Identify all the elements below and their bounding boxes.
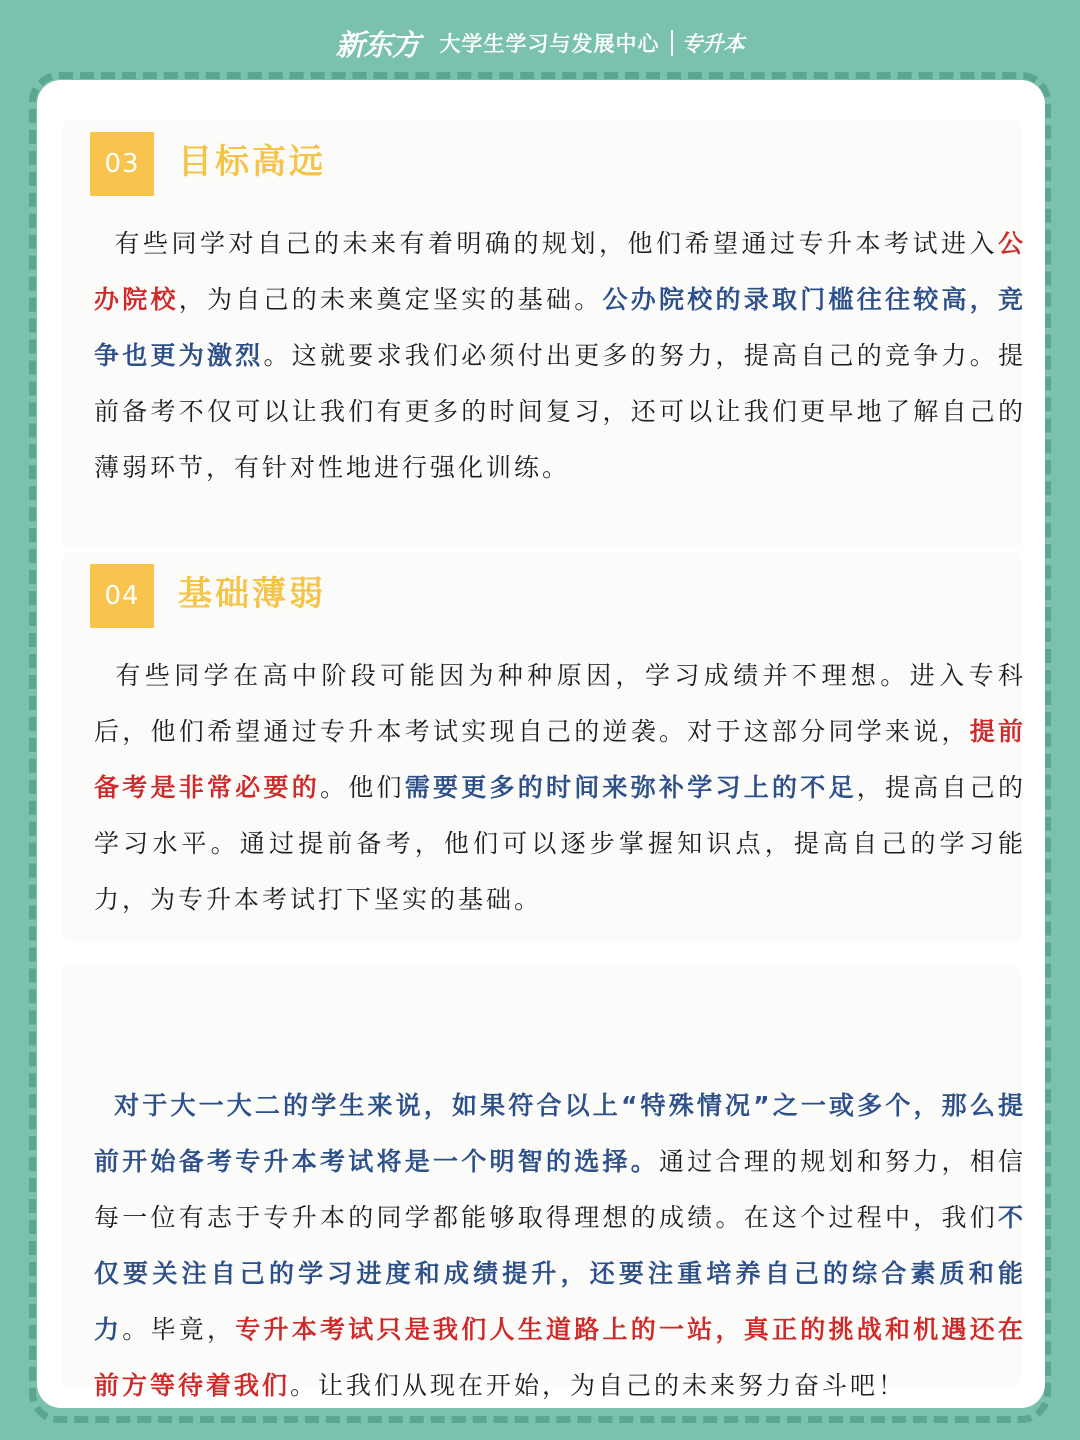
body-text: 。毕竟， xyxy=(122,1315,236,1344)
body-text: 有些同学在高中阶段可能因为种种原因，学习成绩并不理想。进入专科后，他们希望通过专升本考试实现自己的逆袭。对于这部分同学来说， xyxy=(94,661,1026,746)
section-paragraph xyxy=(94,216,1026,496)
emphasis-text-blue: 不仅要关注自己的学习进度和成绩提升，还要注重培养自己的综合素质和能力 xyxy=(94,1203,1026,1344)
section-title: 目标高远 xyxy=(178,142,326,182)
emphasis-text-red: 专升本考试只是我们人生道路上的一站，真正的挑战和机遇还在前方等待着我们 xyxy=(94,1315,1026,1400)
emphasis-text-red: 公办院校 xyxy=(94,229,1026,314)
body-text: 。他们 xyxy=(320,773,405,802)
emphasis-text-blue: 需要更多的时间来弥补学习上的不足 xyxy=(404,773,857,802)
brand-logo: 新东方 xyxy=(335,27,420,62)
content-card xyxy=(37,80,1045,1408)
conclusion-paragraph xyxy=(94,1078,1026,1414)
emphasis-text-red: 提前备考是非常必要的 xyxy=(94,717,1026,802)
body-text: 。这就要求我们必须付出更多的努力，提高自己的竞争力。提前备考不仅可以让我们有更多的时间复习，还可以让我们更早地了解自己的薄弱环节，有针对性地进行强化训练。 xyxy=(94,341,1026,482)
conclusion xyxy=(62,966,1026,1400)
body-text: ，为自己的未来奠定坚实的基础。 xyxy=(178,285,603,314)
brand-divider xyxy=(671,30,673,56)
brand-tag: 专升本 xyxy=(681,32,745,56)
body-text: ，提高自己的学习水平。通过提前备考，他们可以逐步掌握知识点，提高自己的学习能力，为专升本考试打下坚实的基础。 xyxy=(94,773,1026,914)
center-name: 大学生学习与发展中心 xyxy=(439,32,660,56)
emphasis-text-blue: 公办院校的录取门槛往往较高，竞争也更为激烈 xyxy=(94,285,1026,370)
body-text: 通过合理的规划和努力，相信每一位有志于专升本的同学都能够取得理想的成绩。在这个过程中，我们 xyxy=(94,1147,1026,1232)
section-03 xyxy=(62,120,1026,548)
section-number-badge: 03 xyxy=(90,132,154,196)
section-number-badge: 04 xyxy=(90,564,154,628)
body-text: 有些同学对自己的未来有着明确的规划，他们希望通过专升本考试进入 xyxy=(114,229,998,258)
emphasis-text-blue: 对于大一大二的学生来说，如果符合以上“特殊情况”之一或多个，那么提前开始备考专升本考试将是一个明智的选择。 xyxy=(94,1091,1026,1176)
section-paragraph xyxy=(94,648,1026,928)
section-04 xyxy=(62,552,1026,942)
body-text: 。让我们从现在开始，为自己的未来努力奋斗吧！ xyxy=(290,1371,907,1400)
section-title: 基础薄弱 xyxy=(178,574,326,614)
